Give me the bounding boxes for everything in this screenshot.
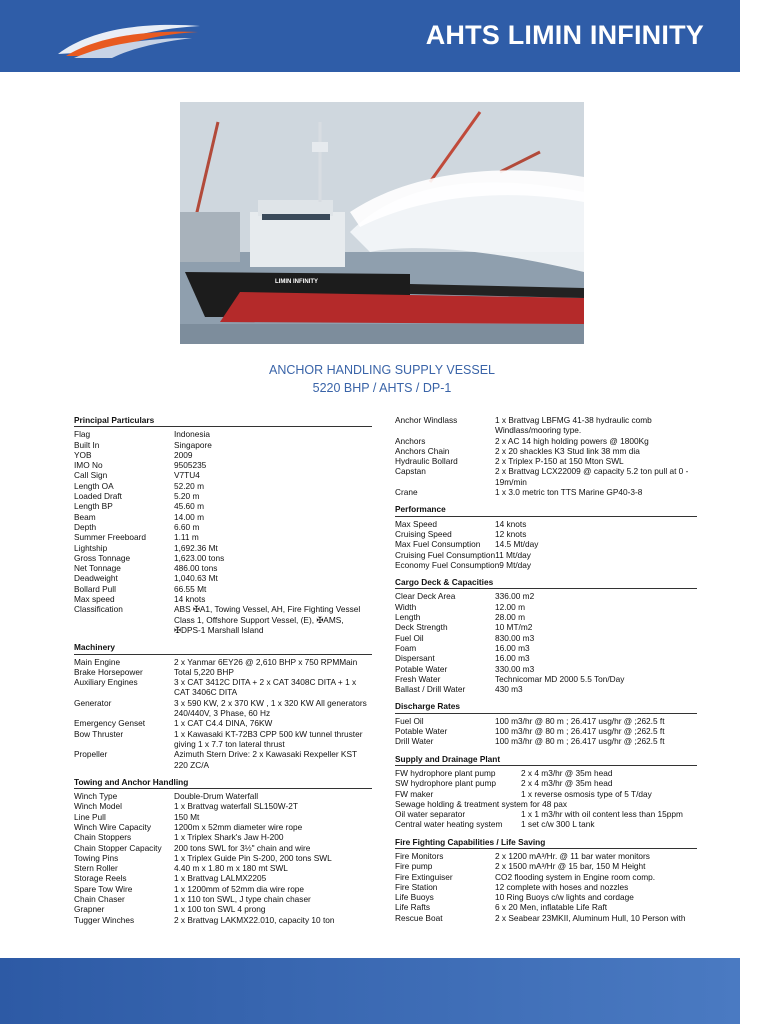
spec-value: 14 knots (495, 518, 527, 529)
spec-row (395, 550, 697, 560)
spec-label: Propeller (74, 749, 108, 760)
spec-value: 5.20 m (174, 491, 200, 502)
spec-label: Fuel Oil (395, 632, 424, 643)
spec-value: Singapore (174, 439, 212, 450)
page-title: AHTS LIMIN INFINITY (425, 20, 704, 50)
spec-row (74, 657, 372, 667)
section-principal-particulars (74, 415, 372, 635)
spec-value: 14.00 m (174, 511, 204, 522)
spec-row (74, 894, 372, 904)
spec-label: Built In (74, 439, 100, 450)
spec-row (395, 633, 697, 643)
spec-label: Central water heating system (395, 819, 503, 830)
spec-value: 1 x 1 m3/hr with oil content less than 15ppm (521, 809, 683, 820)
spec-row (395, 664, 697, 674)
spec-value: 2 x Brattvag LCX22009 @ capacity 5.2 ton pull at 0 - 19m/min (495, 466, 689, 487)
spec-value: 2 x Yanmar 6EY26 @ 2,610 BHP x 750 RPMMain (174, 656, 358, 667)
section-title: Principal Particulars (74, 415, 372, 427)
spec-row (395, 653, 697, 663)
spec-value: 2 x Triplex P-150 at 150 Mton SWL (495, 456, 624, 467)
spec-label: Deck Strength (395, 622, 448, 633)
spec-label: Classification (74, 604, 123, 615)
spec-value: 2 x 4 m3/hr @ 35m head (521, 767, 613, 778)
spec-value: 830.00 m3 (495, 632, 535, 643)
spec-row (74, 904, 372, 914)
spec-value: 1 x 100 ton SWL 4 prong (174, 904, 266, 915)
footer-bar (0, 958, 740, 1024)
spec-value: 1 x Brattvag LALMX2205 (174, 873, 267, 884)
section-title: Machinery (74, 642, 372, 654)
spec-row (74, 450, 372, 460)
spec-value: 4.40 m x 1.80 m x 180 mt SWL (174, 863, 288, 874)
spec-row (74, 553, 372, 563)
spec-row (74, 440, 372, 450)
spec-label: Chain Chaser (74, 894, 125, 905)
right-column (395, 415, 697, 930)
spec-value: 100 m3/hr @ 80 m ; 26.417 usg/hr @ ;262.5 ft (495, 715, 665, 726)
spec-label: Spare Tow Wire (74, 883, 133, 894)
section-title: Supply and Drainage Plant (395, 754, 697, 766)
spec-row (395, 602, 697, 612)
spec-label: FW maker (395, 788, 434, 799)
spec-row (395, 778, 697, 788)
spec-row (74, 832, 372, 842)
ship-name-label: LIMIN INFINITY (275, 279, 318, 285)
spec-row (74, 667, 372, 677)
spec-value: Indonesia (174, 429, 210, 440)
spec-label: Fire Monitors (395, 850, 444, 861)
spec-value: 2 x 1500 mA³/Hr @ 15 bar, 150 M Height (495, 861, 646, 872)
spec-row (395, 851, 697, 861)
spec-label: Summer Freeboard (74, 532, 146, 543)
spec-row (395, 726, 697, 736)
spec-value: 12 knots (495, 528, 527, 539)
spec-row (395, 819, 697, 829)
spec-label: Life Buoys (395, 892, 434, 903)
spec-value: 1 x Brattvag LBFMG 41-38 hydraulic comb Windlass/mooring type. (495, 415, 652, 436)
spec-row (395, 768, 697, 778)
spec-label: Length OA (74, 480, 114, 491)
spec-label: Crane (395, 487, 418, 498)
spec-label: Tugger Winches (74, 914, 135, 925)
sewage-note: Sewage holding & treatment system for 48 pax (395, 798, 568, 809)
spec-value: 2 x Brattvag LAKMX22.010, capacity 10 ton (174, 914, 335, 925)
spec-value: 486.00 tons (174, 563, 218, 574)
spec-row (395, 789, 697, 799)
spec-value: 12 complete with hoses and nozzles (495, 881, 629, 892)
spec-row (74, 801, 372, 811)
spec-label: Chain Stoppers (74, 832, 132, 843)
spec-value: 3 x CAT 3412C DITA + 2 x CAT 3408C DITA + 1 x CAT 3406C DITA (174, 677, 357, 698)
spec-label: Emergency Genset (74, 718, 146, 729)
spec-label: Winch Type (74, 791, 118, 802)
spec-row (74, 501, 372, 511)
spec-value: 2 x 20 shackles K3 Stud link 38 mm dia (495, 445, 640, 456)
spec-row (395, 436, 697, 446)
spec-value: 10 MT/m2 (495, 622, 533, 633)
spec-label: Drill Water (395, 736, 434, 747)
spec-value: 1200m x 52mm diameter wire rope (174, 821, 303, 832)
spec-row (395, 415, 697, 436)
spec-value: 1 x Triplex Guide Pin S-200, 200 tons SWL (174, 852, 332, 863)
spec-label: Max Fuel Consumption (395, 539, 481, 550)
section-cargo (395, 577, 697, 694)
spec-value: 1.11 m (174, 532, 199, 543)
spec-value: 12.00 m (495, 601, 525, 612)
spec-label: Fire pump (395, 861, 433, 872)
section-anchor (395, 415, 697, 497)
spec-row (74, 677, 372, 698)
spec-label: Length BP (74, 501, 113, 512)
spec-value: 1 x 1200mm of 52mm dia wire rope (174, 883, 305, 894)
spec-value: 2 x Seabear 23MKII, Aluminum Hull, 10 Person with (495, 912, 686, 923)
spec-value: 1,692.36 Mt (174, 542, 218, 553)
spec-row (74, 522, 372, 532)
spec-label: FW hydrophore plant pump (395, 767, 496, 778)
spec-label: Towing Pins (74, 852, 119, 863)
spec-row (74, 822, 372, 832)
section-title: Performance (395, 504, 697, 516)
spec-value: 66.55 Mt (174, 583, 207, 594)
spec-label: Capstan (395, 466, 426, 477)
spec-label: Potable Water (395, 663, 448, 674)
spec-value: 1,623.00 tons (174, 552, 225, 563)
spec-label: Cruising Fuel Consumption (395, 549, 496, 560)
spec-row (74, 573, 372, 583)
spec-row (395, 716, 697, 726)
spec-label: Fuel Oil (395, 715, 424, 726)
spec-label: Economy Fuel Consumption (395, 559, 500, 570)
spec-label: Max speed (74, 594, 115, 605)
spec-label: Main Engine (74, 656, 121, 667)
spec-row (395, 446, 697, 456)
spec-label: Oil water separator (395, 809, 466, 820)
spec-value: 2 x 4 m3/hr @ 35m head (521, 778, 613, 789)
spec-label: Grapner (74, 904, 105, 915)
spec-value: 1 x Brattvag waterfall SL150W-2T (174, 801, 298, 812)
spec-label: Winch Wire Capacity (74, 821, 151, 832)
spec-value: 1 x Kawasaki KT-72B3 CPP 500 kW tunnel thruster giving 1 x 7.7 ton lateral thrust (174, 728, 363, 749)
spec-label: IMO No (74, 460, 103, 471)
spec-row (74, 915, 372, 925)
spec-label: Storage Reels (74, 873, 127, 884)
spec-value: 1 x 110 ton SWL, J type chain chaser (174, 894, 311, 905)
spec-row (74, 812, 372, 822)
spec-label: Bow Thruster (74, 728, 124, 739)
spec-value: 1 x CAT C4.4 DINA, 76KW (174, 718, 273, 729)
spec-value: 16.00 m3 (495, 642, 530, 653)
spec-row (395, 591, 697, 601)
spec-value: 330.00 m3 (495, 663, 535, 674)
spec-label: Depth (74, 521, 97, 532)
spec-value: 6 x 20 Men, inflatable Life Raft (495, 902, 608, 913)
spec-label: Anchors Chain (395, 445, 450, 456)
spec-row (74, 863, 372, 873)
spec-value: Double-Drum Waterfall (174, 791, 259, 802)
spec-value: 2 x 1200 mA³/Hr. @ 11 bar water monitors (495, 850, 650, 861)
spec-row (74, 512, 372, 522)
spec-row (74, 563, 372, 573)
spec-label: Lightship (74, 542, 108, 553)
vessel-photo (180, 102, 584, 344)
spec-row (395, 643, 697, 653)
spec-value: 14 knots (174, 594, 206, 605)
spec-value: 430 m3 (495, 684, 523, 695)
spec-label: Potable Water (395, 726, 448, 737)
spec-row (395, 684, 697, 694)
spec-value: 10 Ring Buoys c/w lights and cordage (495, 892, 634, 903)
spec-label: Anchor Windlass (395, 415, 458, 425)
spec-label: YOB (74, 449, 92, 460)
left-column (74, 415, 372, 932)
section-title: Fire Fighting Capabilities / Life Saving (395, 837, 697, 849)
spec-row (74, 532, 372, 542)
section-performance (395, 504, 697, 570)
spec-row (395, 539, 697, 549)
spec-label: Anchors (395, 435, 426, 446)
spec-row (74, 584, 372, 594)
spec-value: 6.60 m (174, 521, 200, 532)
spec-row (74, 481, 372, 491)
spec-value: 1 x 3.0 metric ton TTS Marine GP40-3-8 (495, 487, 643, 498)
spec-row (74, 884, 372, 894)
spec-label: Deadweight (74, 573, 118, 584)
spec-value: 1 set c/w 300 L tank (521, 819, 595, 830)
section-title: Towing and Anchor Handling (74, 777, 372, 789)
spec-label: Net Tonnage (74, 563, 121, 574)
spec-row (395, 612, 697, 622)
spec-value: 200 tons SWL for 3½" chain and wire (174, 842, 311, 853)
spec-value: 1 x reverse osmosis type of 5 T/day (521, 788, 652, 799)
spec-label: Dispersant (395, 653, 435, 664)
spec-value: 100 m3/hr @ 80 m ; 26.417 usg/hr @ ;262.5 ft (495, 726, 665, 737)
spec-value: 14.5 Mt/day (495, 539, 539, 550)
section-towing (74, 777, 372, 925)
vessel-spec-summary: 5220 BHP / AHTS / DP-1 (312, 381, 452, 395)
section-machinery (74, 642, 372, 770)
spec-row (395, 466, 697, 487)
spec-row (74, 873, 372, 883)
spec-value: 336.00 m2 (495, 591, 535, 602)
spec-row (395, 882, 697, 892)
spec-value: ABS ✠A1, Towing Vessel, AH, Fire Fighting Vessel Class 1, Offshore Support Vessel, (E), ✠AMS, ✠DPS-1 Marshall Island (174, 604, 361, 635)
spec-row (395, 902, 697, 912)
spec-row (74, 718, 372, 728)
section-discharge (395, 701, 697, 746)
spec-row (395, 674, 697, 684)
section-title: Cargo Deck & Capacities (395, 577, 697, 589)
spec-row (74, 543, 372, 553)
spec-row (74, 749, 372, 770)
spec-row (395, 560, 697, 570)
spec-value: 11 Mt/day (495, 549, 531, 560)
spec-value: 3 x 590 KW, 2 x 370 KW , 1 x 320 KW All generators 240/440V, 3 Phase, 60 Hz (174, 697, 367, 719)
spec-label: Length (395, 612, 421, 623)
spec-label: Fire Station (395, 881, 438, 892)
spec-label: Line Pull (74, 811, 106, 822)
company-logo-icon (52, 18, 202, 60)
spec-label: Bollard Pull (74, 583, 116, 594)
spec-row (74, 791, 372, 801)
spec-row (74, 594, 372, 604)
spec-value: 9505235 (174, 460, 207, 471)
spec-row (74, 460, 372, 470)
spec-label: Chain Stopper Capacity (74, 842, 162, 853)
spec-label: SW hydrophore plant pump (395, 778, 497, 789)
spec-row (74, 698, 372, 719)
spec-value: 28.00 m (495, 612, 525, 623)
spec-row (395, 736, 697, 746)
spec-label: Auxiliary Engines (74, 677, 138, 688)
spec-value: 2009 (174, 449, 193, 460)
spec-value: 16.00 m3 (495, 653, 530, 664)
spec-label: Brake Horsepower (74, 666, 143, 677)
spec-label: Ballast / Drill Water (395, 684, 466, 695)
spec-label: Generator (74, 697, 112, 708)
header-bar (0, 0, 740, 72)
spec-label: Flag (74, 429, 91, 440)
spec-label: Gross Tonnage (74, 552, 131, 563)
spec-label: Beam (74, 511, 96, 522)
spec-value: 100 m3/hr @ 80 m ; 26.417 usg/hr @ ;262.5 ft (495, 736, 665, 747)
spec-label: Fresh Water (395, 673, 441, 684)
spec-value: 1 x Triplex Shark's Jaw H-200 (174, 832, 284, 843)
vessel-type: ANCHOR HANDLING SUPPLY VESSEL (269, 363, 495, 377)
spec-label: Cruising Speed (395, 528, 452, 539)
spec-row (74, 429, 372, 439)
spec-label: Call Sign (74, 470, 108, 481)
spec-row (74, 843, 372, 853)
spec-label: Width (395, 601, 417, 612)
spec-value: Azimuth Stern Drive: 2 x Kawasaki Rexpeller KST 220 ZC/A (174, 749, 357, 770)
spec-label: Foam (395, 642, 417, 653)
spec-label: Clear Deck Area (395, 591, 456, 602)
spec-row (395, 913, 697, 923)
spec-row (395, 892, 697, 902)
spec-label: Loaded Draft (74, 491, 122, 502)
spec-value: 52.20 m (174, 480, 204, 491)
spec-row (395, 456, 697, 466)
spec-row (395, 809, 697, 819)
spec-row (74, 729, 372, 750)
spec-value: 45.60 m (174, 501, 204, 512)
spec-row (74, 604, 372, 635)
spec-value: CO2 flooding system in Engine room comp. (495, 871, 656, 882)
spec-row (74, 853, 372, 863)
section-title: Discharge Rates (395, 701, 697, 713)
spec-label: Winch Model (74, 801, 122, 812)
spec-value: Technicomar MD 2000 5.5 Ton/Day (495, 673, 625, 684)
spec-row (395, 529, 697, 539)
spec-value: 9 Mt/day (499, 559, 532, 570)
spec-label: Rescue Boat (395, 912, 443, 923)
spec-row (395, 487, 697, 497)
spec-row (395, 622, 697, 632)
spec-value: 2 x AC 14 high holding powers @ 1800Kg (495, 435, 649, 446)
spec-row (74, 470, 372, 480)
spec-label: Max Speed (395, 518, 437, 529)
spec-value: Total 5,220 BHP (174, 666, 234, 677)
spec-label: Stern Roller (74, 863, 118, 874)
section-supply (395, 754, 697, 830)
spec-label: Hydraulic Bollard (395, 456, 458, 467)
spec-label: Life Rafts (395, 902, 431, 913)
spec-row (74, 491, 372, 501)
spec-value: 1,040.63 Mt (174, 573, 218, 584)
spec-label: Fire Extinguiser (395, 871, 453, 882)
spec-value: V7TU4 (174, 470, 200, 481)
spec-row (395, 872, 697, 882)
section-fire (395, 837, 697, 923)
spec-row (395, 519, 697, 529)
spec-row (395, 861, 697, 871)
spec-value: 150 Mt (174, 811, 200, 822)
